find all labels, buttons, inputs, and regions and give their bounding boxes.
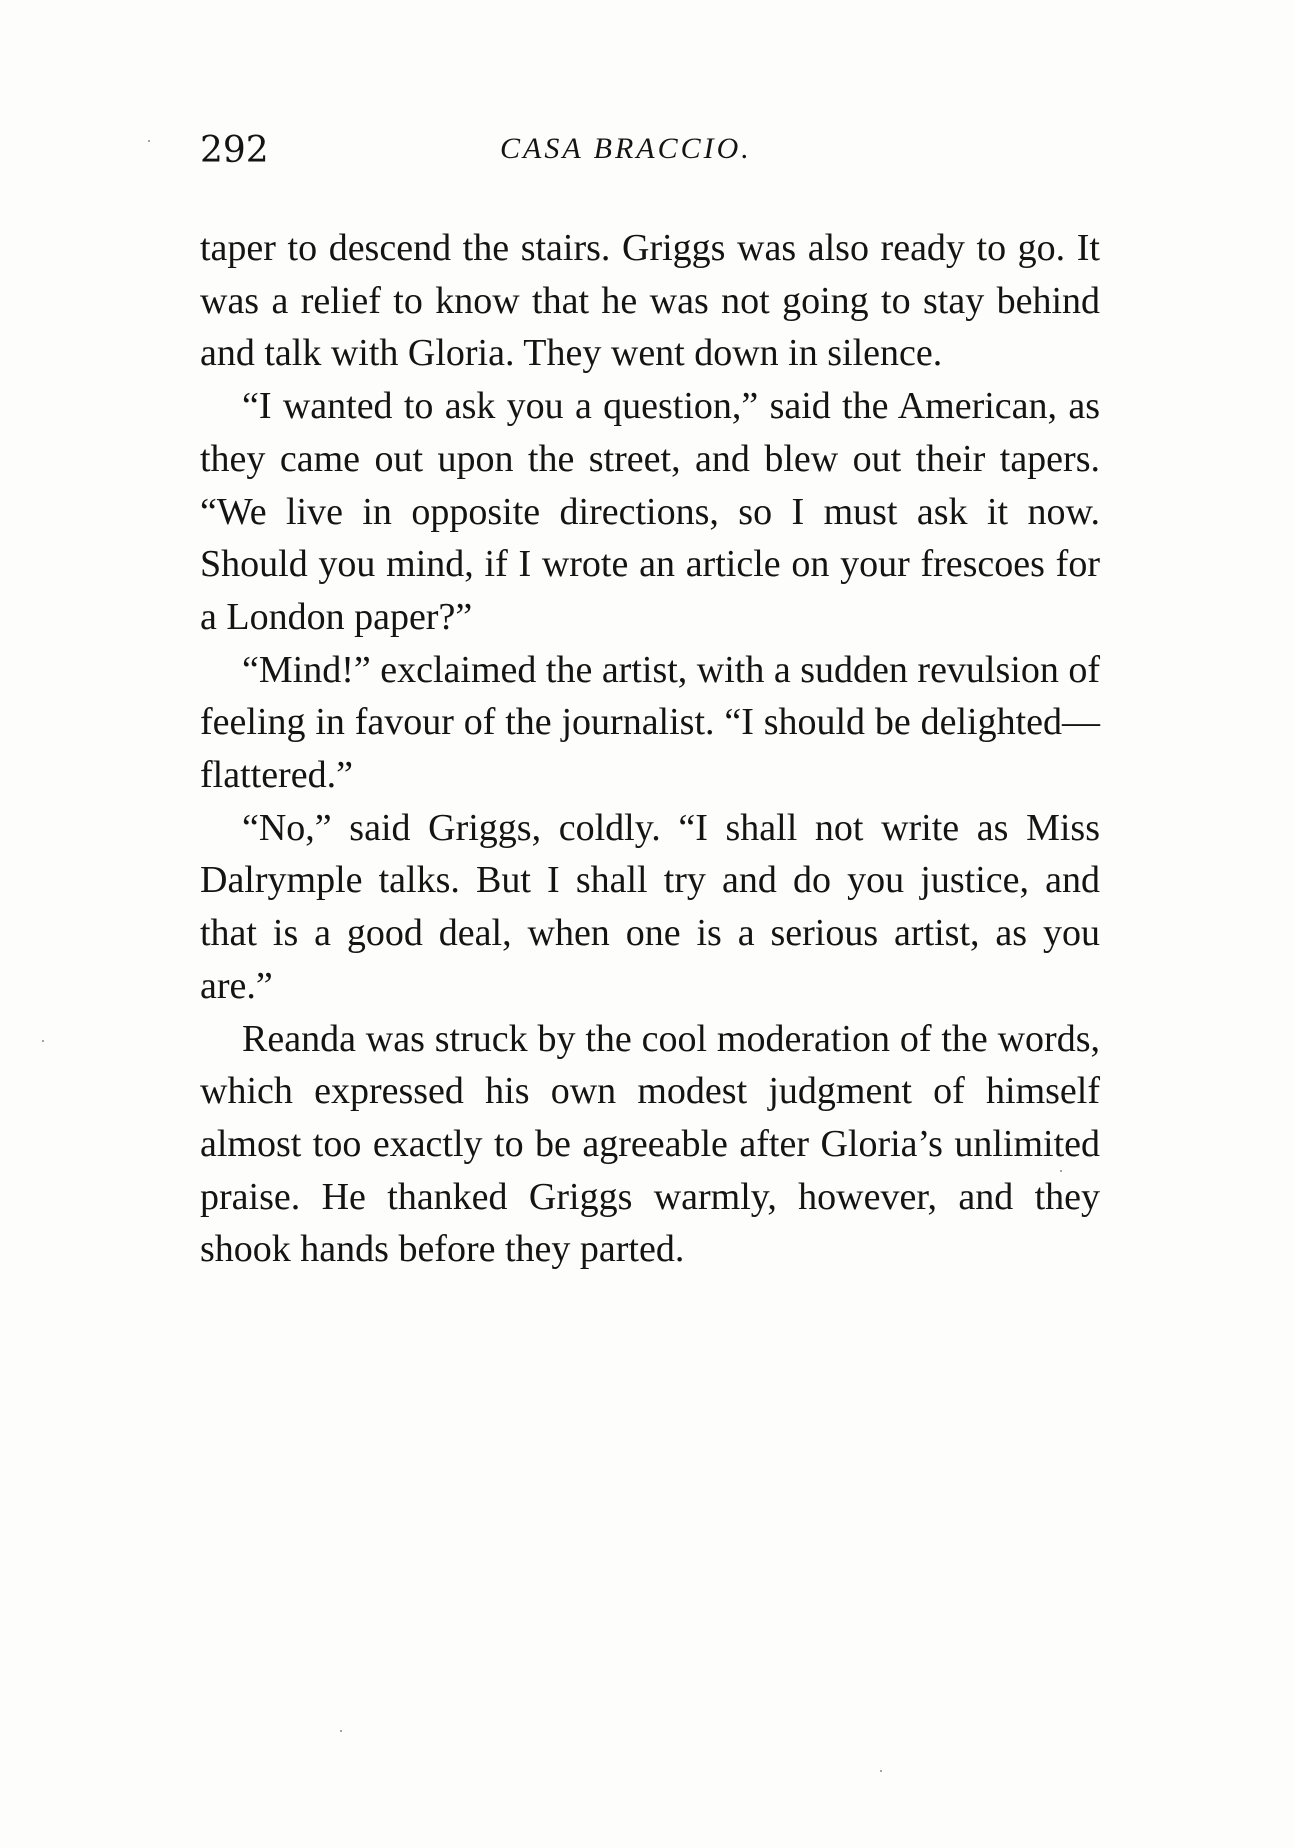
paragraph: “No,” said Griggs, coldly. “I shall not write as Miss Dalrymple talks. But I shall try and do you justice, and that is a good deal, when one is a serious artist, as you are.” bbox=[200, 806, 1100, 1007]
body-text bbox=[200, 222, 1100, 1276]
book-title: CASA BRACCIO. bbox=[500, 132, 752, 165]
paper-speck bbox=[42, 1040, 44, 1042]
paragraph: “I wanted to ask you a question,” said the American, as they came out upon the street, and blew out their tapers. “We live in opposite directions, so I must ask it now. Should you mind, if I wrote an article on your frescoes for a London paper?” bbox=[200, 385, 1100, 638]
paragraph: Reanda was struck by the cool moderation of the words, which expressed his own modest judgment of himself almost too exactly to be agreeable after Gloria’s unlimited praise. He thanked Griggs warmly, however, and they shook hands before they parted. bbox=[200, 1017, 1100, 1271]
paper-speck bbox=[148, 140, 150, 142]
paragraph: “Mind!” exclaimed the artist, with a sudden revulsion of feeling in favour of the journalist. “I should be delighted—flattered.” bbox=[200, 648, 1100, 797]
paper-speck bbox=[880, 1770, 882, 1772]
paragraph: taper to descend the stairs. Griggs was also ready to go. It was a relief to know that he was not going to stay behind and talk with Gloria. They went down in silence. bbox=[200, 227, 1100, 375]
paper-speck bbox=[340, 1730, 342, 1732]
running-head bbox=[200, 130, 1100, 180]
page-number: 292 bbox=[200, 130, 269, 171]
paper-speck bbox=[1060, 1170, 1062, 1172]
